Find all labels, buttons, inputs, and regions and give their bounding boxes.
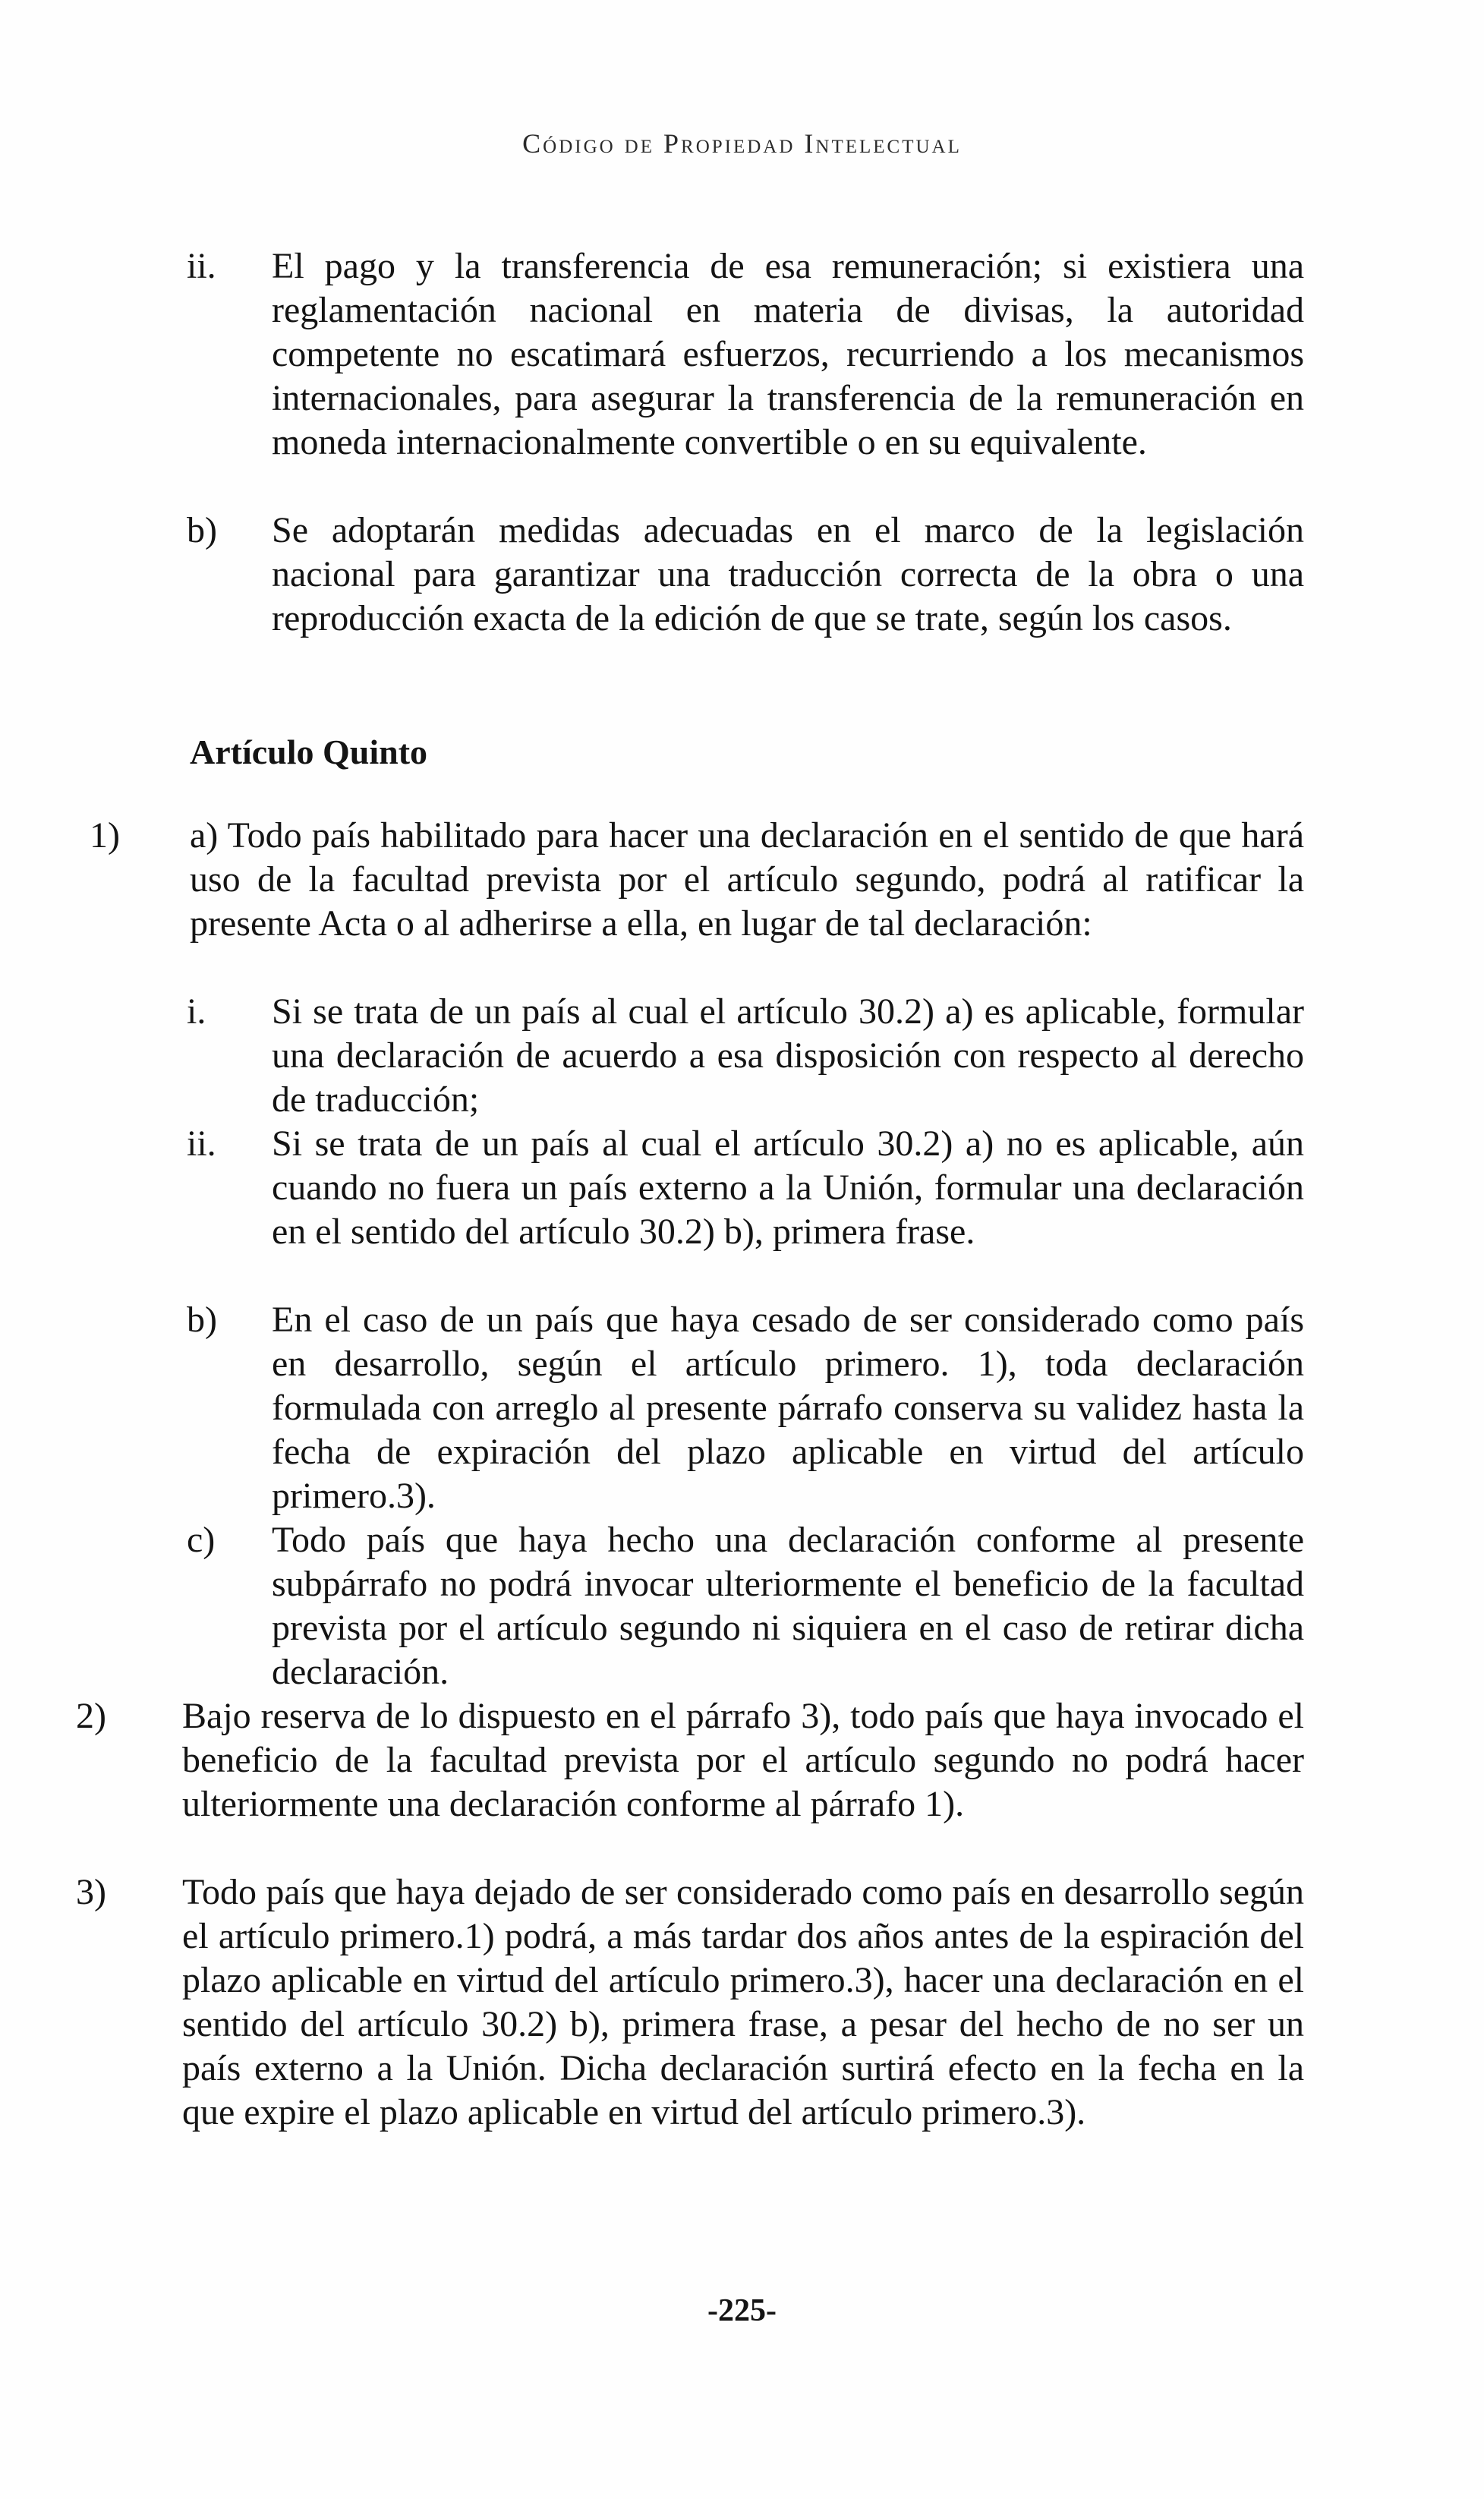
item-text: Todo país que haya hecho una declaración conforme al presente subpárrafo no podrá invocar ulteriormente el beneficio de la facultad prevista por el artículo segundo ni siquiera en el caso de retirar dicha declaración.	[272, 1520, 1304, 1692]
item-text: Si se trata de un país al cual el artículo 30.2) a) no es aplicable, aún cuando no fuera un país externo a la Unión, formular una declaración en el sentido del artículo 30.2) b), primera frase.	[272, 1123, 1304, 1252]
item-marker: ii.	[187, 1123, 216, 1164]
item-text: Todo país que haya dejado de ser considerado como país en desarrollo según el artículo primero.1) podrá, a más tardar dos años antes de la espiración del plazo aplicable en virtud del artículo primero.3), hacer una declaración en el sentido del artículo 30.2) b), primera frase, a pesar del hecho de no ser un país externo a la Unión. Dicha declaración surtirá efecto en la fecha en la que expire el plazo aplicable en virtud del artículo primero.3).	[182, 1872, 1304, 2132]
item-marker: c)	[187, 1520, 216, 1560]
paragraph-number: 2)	[76, 1696, 106, 1736]
list-item-1-c	[187, 1518, 1304, 1694]
list-item-ii	[187, 1122, 1304, 1254]
item-marker: b)	[187, 1300, 217, 1340]
page-number: -225-	[707, 2293, 777, 2328]
item-marker: ii.	[187, 246, 216, 286]
item-text: El pago y la transferencia de esa remuneración; si existiera una reglamentación nacional en materia de divisas, la autoridad competente no escatimará esfuerzos, recurriendo a los mecanismos internacionales, para asegurar la transferencia de la remuneración en moneda internacionalmente convertible o en su equivalente.	[272, 246, 1304, 462]
item-text: En el caso de un país que haya cesado de ser considerado como país en desarrollo, según el artículo primero. 1), toda declaración formulada con arreglo al presente párrafo conserva su validez hasta la fecha de expiración del plazo aplicable en virtud del artículo primero.3).	[272, 1300, 1304, 1516]
item-marker: b)	[187, 510, 217, 550]
list-item-b-measures	[187, 509, 1304, 641]
item-marker: i.	[187, 991, 206, 1032]
paragraph-number: 1)	[90, 815, 120, 856]
paragraph-number: 3)	[76, 1872, 106, 1912]
list-item-i	[187, 990, 1304, 1122]
article-heading: Artículo Quinto	[190, 733, 428, 771]
paragraph-2	[76, 1694, 1304, 1826]
running-head: Código de Propiedad Intelectual	[522, 128, 962, 159]
paragraph-3	[76, 1870, 1304, 2135]
item-text: Se adoptarán medidas adecuadas en el marco de la legislación nacional para garantizar una traducción correcta de la obra o una reproducción exacta de la edición de que se trate, según los casos.	[272, 510, 1304, 638]
item-text: a) Todo país habilitado para hacer una declaración en el sentido de que hará uso de la facultad prevista por el artículo segundo, podrá al ratificar la presente Acta o al adherirse a ella, en lugar de tal declaración:	[190, 815, 1304, 944]
item-text: Si se trata de un país al cual el artículo 30.2) a) es aplicable, formular una declaración de acuerdo a esa disposición con respecto al derecho de traducción;	[272, 991, 1304, 1120]
paragraph-1-a	[90, 814, 1304, 946]
item-text: Bajo reserva de lo dispuesto en el párrafo 3), todo país que haya invocado el beneficio de la facultad prevista por el artículo segundo no podrá hacer ulteriormente una declaración conforme al párrafo 1).	[182, 1696, 1304, 1824]
list-item-ii-payment	[187, 244, 1304, 465]
list-item-1-b	[187, 1298, 1304, 1518]
